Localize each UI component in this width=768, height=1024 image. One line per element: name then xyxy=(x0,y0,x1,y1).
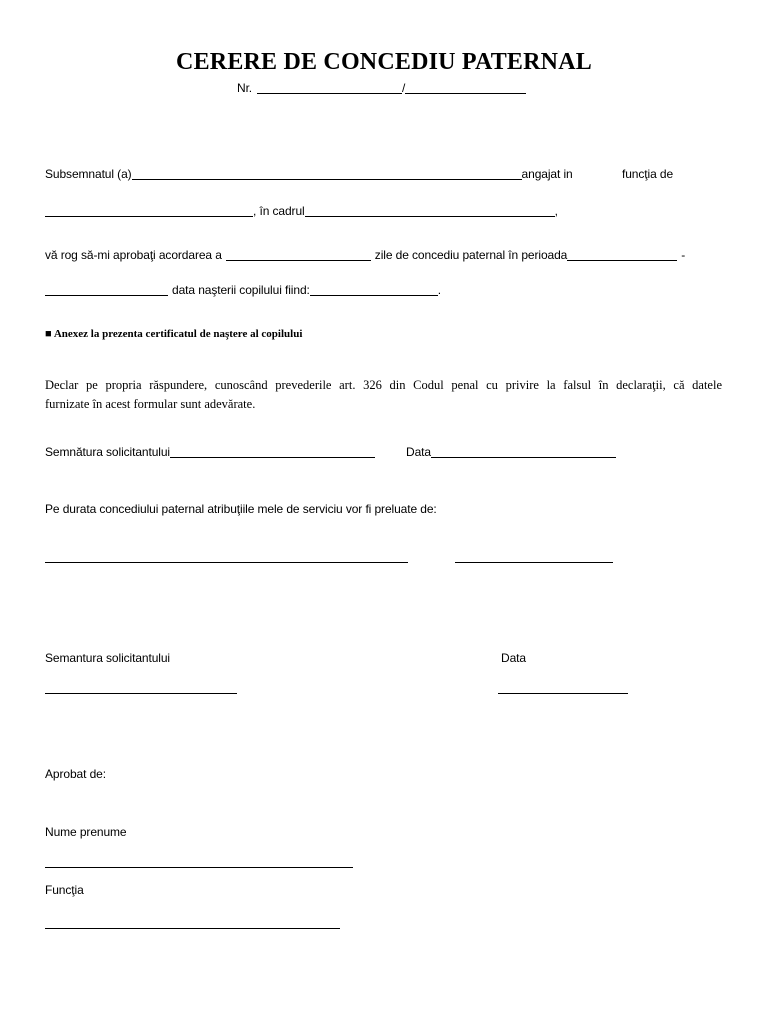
signature-blanks-2 xyxy=(45,680,628,696)
date-blank-2 xyxy=(498,683,628,694)
attachment-bullet: ■ xyxy=(45,328,52,340)
name-blank-line xyxy=(45,854,353,870)
date-blank-1 xyxy=(431,447,616,458)
function-blank-line xyxy=(45,915,340,931)
applicant-label: Subsemnatul (a) xyxy=(45,167,132,181)
department-blank xyxy=(305,206,555,217)
name-label: Nume prenume xyxy=(45,825,127,839)
declaration-line-2: furnizate în acest formular sunt adevărate. xyxy=(45,397,256,411)
name-blank xyxy=(45,857,353,868)
birth-line-end: . xyxy=(437,283,441,297)
number-line xyxy=(237,80,526,96)
signature-line-1 xyxy=(45,444,616,460)
function-blank xyxy=(45,918,340,929)
department-line-end: , xyxy=(554,204,558,218)
employed-label: angajat in xyxy=(521,167,573,181)
year-blank xyxy=(405,83,526,94)
attachment-text: Anexez la prezenta certificatul de naştere al copilului xyxy=(53,328,303,340)
number-label: Nr. xyxy=(237,81,253,95)
signature-label-1: Semnătura solicitantului xyxy=(45,445,171,459)
handover-text: Pe durata concediului paternal atribuţiile mele de serviciu vor fi preluate de: xyxy=(45,502,437,516)
signature-label-2: Semantura solicitantului xyxy=(45,651,171,665)
number-blank xyxy=(257,83,402,94)
attachment-line xyxy=(45,326,302,342)
request-text-before-days: vă rog să-mi aprobaţi acordarea a xyxy=(45,248,222,262)
days-blank xyxy=(226,250,371,261)
position-label: funcţia de xyxy=(622,167,674,181)
document-title: CERERE DE CONCEDIU PATERNAL xyxy=(176,49,592,75)
request-line xyxy=(45,247,685,263)
request-text-after-days: zile de concediu paternal în perioada xyxy=(374,248,568,262)
declaration-line-1: Declar pe propria răspundere, cunoscând prevederile art. 326 din Codul penal cu privire la falsul în declaraţii, că datele xyxy=(45,378,722,392)
handover-blanks xyxy=(45,549,613,565)
department-line xyxy=(45,203,558,219)
birth-date-label: data naşterii copilului fiind: xyxy=(172,283,310,297)
department-label: , în cadrul xyxy=(253,204,305,218)
position-blank xyxy=(45,206,253,217)
applicant-line xyxy=(45,166,573,182)
birth-date-line xyxy=(45,282,441,298)
birth-date-blank xyxy=(310,285,438,296)
signature-blank-2 xyxy=(45,683,237,694)
applicant-name-blank xyxy=(132,169,522,180)
signature-blank-1 xyxy=(170,447,375,458)
period-start-blank xyxy=(567,250,677,261)
period-dash: - xyxy=(681,248,686,262)
date-label-1: Data xyxy=(406,445,431,459)
date-label-2: Data xyxy=(501,651,526,665)
handover-position-blank xyxy=(455,552,613,563)
number-separator: / xyxy=(402,81,406,95)
handover-name-blank xyxy=(45,552,408,563)
function-label: Funcţia xyxy=(45,883,84,897)
period-end-blank xyxy=(45,285,168,296)
approved-by-label: Aprobat de: xyxy=(45,767,106,781)
